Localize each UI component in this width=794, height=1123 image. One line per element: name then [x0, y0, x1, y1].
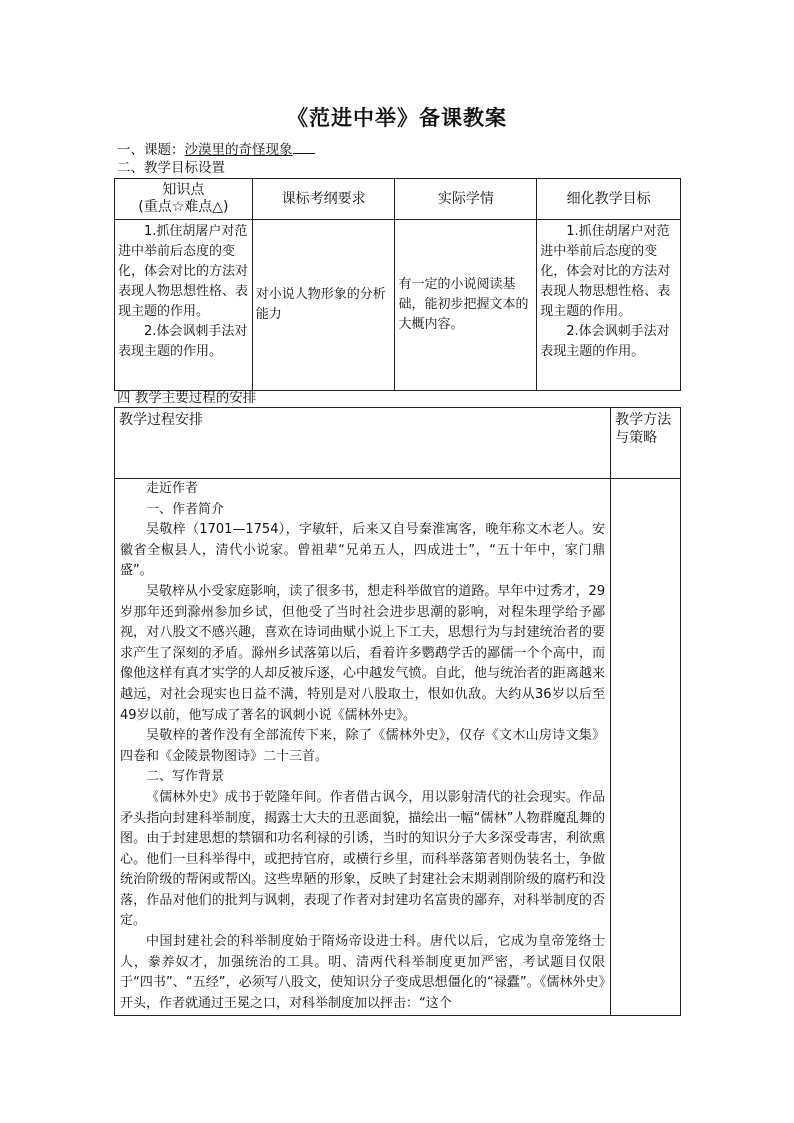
header-process-arrangement: 教学过程安排 — [115, 408, 611, 479]
header-knowledge-line2: (重点☆难点△) — [138, 199, 229, 215]
header-methods-strategies: 教学方法与策略 — [611, 408, 681, 479]
topic-underline — [293, 141, 315, 154]
cell-actual-situation: 有一定的小说阅读基础，能初步把握文本的大概内容。 — [395, 220, 537, 391]
header-knowledge-line1: 知识点 — [162, 182, 205, 198]
paragraph-author-1: 吴敬梓（1701—1754），字敏轩，后来又自号秦淮寓客，晚年称文木老人。安徽省全椒县人，清代小说家。曾祖辈“兄弟五人，四成进士”，“五十年中，家门鼎盛”。 — [120, 522, 606, 579]
document-title: 《范进中举》备课教案 — [287, 105, 507, 130]
paragraph-author-3: 吴敬梓的著作没有全部流传下来，除了《儒林外史》，仅存《文木山房诗文集》四卷和《金陵景物图诗》二十三首。 — [120, 728, 606, 764]
subheading-author: 走近作者 — [146, 481, 199, 496]
topic-value: 沙漠里的奇怪现象 — [184, 142, 293, 158]
section-2-heading: 二、教学目标设置 — [117, 160, 225, 176]
goal-item-1: 1.抓住胡屠户对范进中举前后态度的变化，体会对比的方法对表现人物思想性格、表现主题的作用。 — [540, 224, 671, 319]
cell-detailed-goals — [537, 220, 681, 391]
paragraph-background-2: 中国封建社会的科举制度始于隋炀帝设进士科。唐代以后，它成为皇帝笼络士人，豢养奴才，加强统治的工具。明、清两代科举制度更加严密，考试题目仅限于“四书”、“五经”，必须写八股文，使知识分子变成思想僵化的“禄蠹”。《儒林外史》开头，作者就通过王冕之口，对科举制度加以抨击：“这个 — [120, 934, 606, 1011]
subheading-background: 二、写作背景 — [146, 769, 225, 785]
header-detailed-goals: 细化教学目标 — [537, 179, 681, 220]
header-actual-situation: 实际学情 — [395, 179, 537, 220]
knowledge-item-2: 2.体会讽刺手法对表现主题的作用。 — [118, 324, 248, 359]
objectives-table — [114, 178, 681, 391]
header-curriculum-requirement: 课标考纲要求 — [252, 179, 395, 220]
paragraph-background-1: 《儒林外史》成书于乾隆年间。作者借古讽今，用以影射清代的社会现实。作品矛头指向封建科举制度，揭露士大夫的丑恶面貌，描绘出一幅“儒林”人物群魔乱舞的图。由于封建思想的禁锢和功名利禄的引诱，当时的知识分子大多深受毒害，利欲熏心。他们一旦科举得中，或把持官府，或横行乡里，而科举落第者则伪装名士，争做统治阶级的帮闲或帮凶。这些卑陋的形象，反映了封建社会末期剥削阶级的腐朽和没落，作品对他们的批判与讽刺，表现了作者对封建功名富贵的鄙弃，对科举制度的否定。 — [120, 789, 606, 929]
methods-content — [611, 479, 681, 1016]
paragraph-author-2: 吴敬梓从小受家庭影响，读了很多书，想走科举做官的道路。早年中过秀才，29岁那年还到滁州参加乡试，但他受了当时社会进步思潮的影响，对程朱理学给予鄙视，对八股文不感兴趣，喜欢在诗词曲赋小说上下工夫，思想行为与封建统治者的要求产生了深刻的矛盾。滁州乡试落第以后，看着许多鹦鹉学舌的鄙儒一个个高中，而像他这样有真才实学的人却反被斥逐，心中越发气愤。自此，他与统治者的距离越来越远，对社会现实也日益不满，特别是对八股取士，恨如仇敌。大约从36岁以后至49岁以前，他写成了著名的讽刺小说《儒林外史》。 — [120, 583, 606, 723]
process-table — [114, 407, 681, 1016]
cell-knowledge-point — [115, 220, 253, 391]
topic-label: 一、课题： — [117, 142, 185, 158]
topic-line — [117, 141, 315, 159]
section-4-heading: 四 教学主要过程的安排 — [117, 390, 257, 406]
cell-curriculum-requirement: 对小说人物形象的分析能力 — [252, 220, 395, 391]
goal-item-2: 2.体会讽刺手法对表现主题的作用。 — [540, 324, 670, 359]
header-knowledge-point — [115, 179, 253, 220]
subheading-author-intro: 一、作者简介 — [146, 501, 225, 517]
process-content — [115, 479, 611, 1016]
knowledge-item-1: 1.抓住胡屠户对范进中举前后态度的变化，体会对比的方法对表现人物思想性格、表现主题的作用。 — [118, 224, 249, 319]
